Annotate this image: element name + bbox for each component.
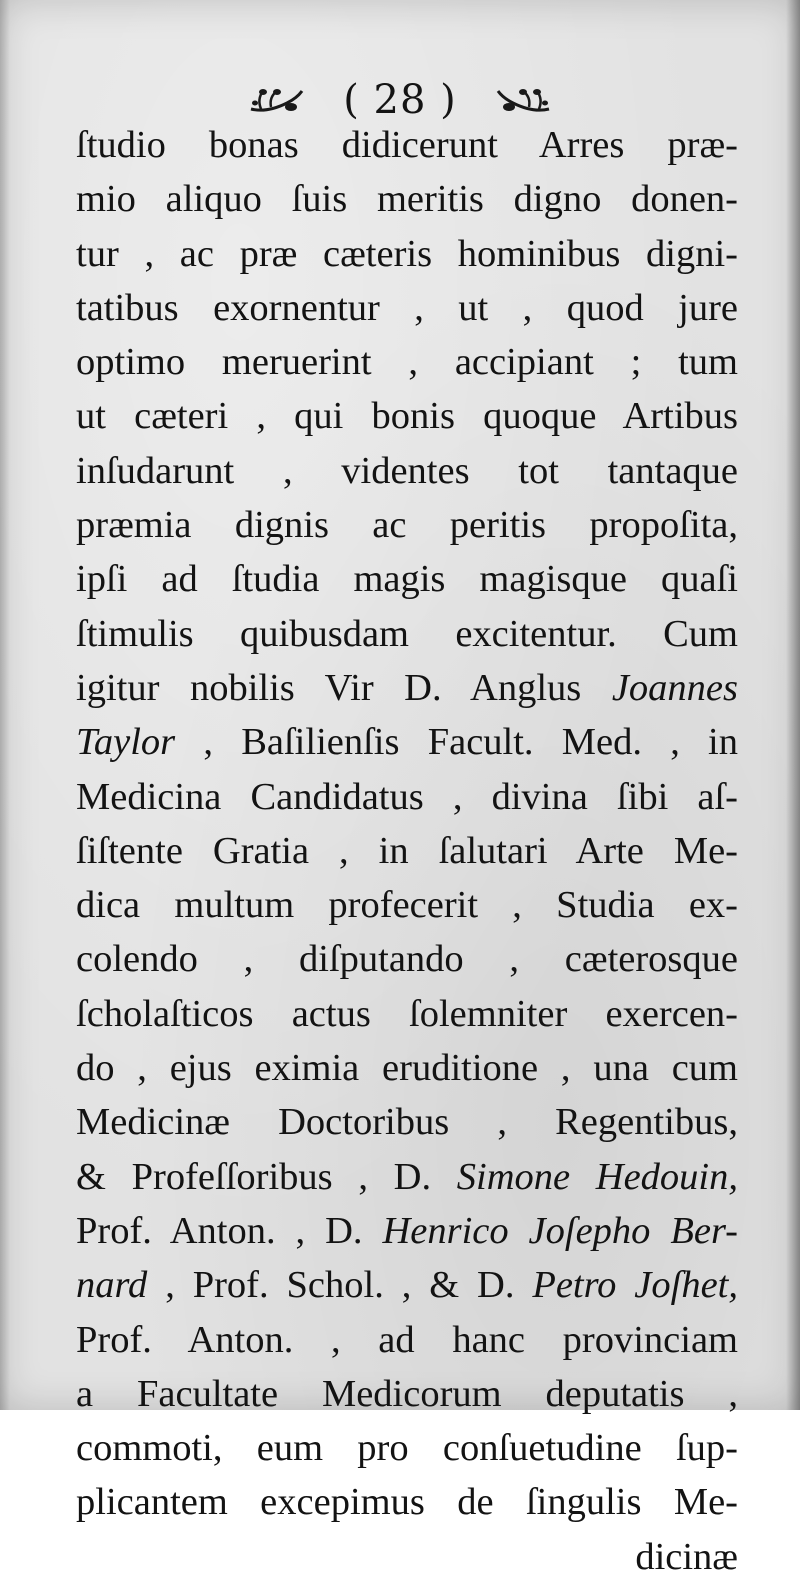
italic-name-text: Henrico Joſepho Ber- xyxy=(382,1209,739,1252)
text-segment: mio aliquo ſuis meritis digno donen- xyxy=(76,178,738,221)
text-line xyxy=(76,1421,738,1475)
text-segment: colendo , diſputando , cæterosque xyxy=(76,938,738,981)
text-segment: inſudarunt , videntes tot tantaque xyxy=(76,449,738,492)
text-segment: & Profeſſoribus , D. xyxy=(76,1155,457,1198)
text-segment: ſcholaſticos actus ſolemniter exercen- xyxy=(76,992,738,1035)
floral-ornament-icon xyxy=(247,83,305,117)
italic-name-text: Simone Hedouin, xyxy=(456,1155,738,1198)
text-segment: ut cæteri , qui bonis quoque Artibus xyxy=(76,395,738,438)
floral-ornament-icon xyxy=(495,83,553,117)
text-line xyxy=(76,389,738,443)
page-shadow-right xyxy=(786,0,800,1410)
text-segment: igitur nobilis Vir D. Anglus xyxy=(76,666,612,709)
text-line xyxy=(76,987,738,1041)
text-line xyxy=(76,1530,738,1584)
text-segment: tur , ac præ cæteris hominibus digni- xyxy=(76,232,738,275)
text-segment: Medicina Candidatus , divina ſibi aſ- xyxy=(76,775,738,818)
text-segment: a Facultate Medicorum deputatis , xyxy=(76,1372,738,1415)
page-shadow-left xyxy=(0,0,10,1410)
text-line xyxy=(76,552,738,606)
text-segment: do , ejus eximia eruditione , una cum xyxy=(76,1047,738,1090)
text-line xyxy=(76,172,738,226)
text-line xyxy=(76,1150,738,1204)
italic-name-text: Taylor xyxy=(76,721,176,764)
text-segment: Prof. Anton. , ad hanc provinciam xyxy=(76,1318,738,1361)
text-line xyxy=(76,1095,738,1149)
text-segment: ipſi ad ſtudia magis magisque quaſi xyxy=(76,558,738,601)
text-line xyxy=(76,281,738,335)
text-line xyxy=(76,770,738,824)
italic-name-text: nard xyxy=(76,1264,148,1307)
text-segment: optimo meruerint , accipiant ; tum xyxy=(76,341,738,384)
text-line xyxy=(76,1313,738,1367)
text-segment: , Baſilienſis Facult. Med. , in xyxy=(175,721,738,764)
text-line xyxy=(76,335,738,389)
body-text xyxy=(76,118,738,1584)
text-line xyxy=(76,498,738,552)
text-segment: ſtimulis quibusdam excitentur. Cum xyxy=(76,612,738,655)
text-segment: dica multum profecerit , Studia ex- xyxy=(76,884,738,927)
text-line xyxy=(76,1041,738,1095)
text-line xyxy=(76,118,738,172)
text-segment: ſtudio bonas didicerunt Arres præ- xyxy=(76,124,738,166)
text-line xyxy=(76,824,738,878)
text-line xyxy=(76,715,738,769)
text-line xyxy=(76,607,738,661)
text-line xyxy=(76,878,738,932)
text-line xyxy=(76,444,738,498)
text-segment: commoti, eum pro conſuetudine ſup- xyxy=(76,1427,738,1470)
text-line xyxy=(76,661,738,715)
text-segment: Prof. Anton. , D. xyxy=(76,1209,383,1252)
text-segment: , Prof. Schol. , & D. xyxy=(147,1264,533,1307)
text-line xyxy=(76,932,738,986)
text-line xyxy=(76,1204,738,1258)
text-segment: ſiſtente Gratia , in ſalutari Arte Me- xyxy=(76,829,738,872)
text-segment: Medicinæ Doctoribus , Regentibus, xyxy=(76,1101,738,1144)
text-segment: dicinæ xyxy=(635,1535,738,1578)
italic-name-text: Petro Joſhet, xyxy=(532,1264,738,1307)
italic-name-text: Joannes xyxy=(611,666,738,709)
text-segment: tatibus exornentur , ut , quod jure xyxy=(76,286,738,329)
page-number: ( 28 ) xyxy=(343,77,457,123)
text-line xyxy=(76,1367,738,1421)
text-line xyxy=(76,227,738,281)
text-line xyxy=(76,1258,738,1312)
text-line xyxy=(76,1475,738,1529)
text-segment: plicantem excepimus de ſingulis Me- xyxy=(76,1481,738,1524)
text-segment: præmia dignis ac peritis propoſita, xyxy=(76,504,738,547)
